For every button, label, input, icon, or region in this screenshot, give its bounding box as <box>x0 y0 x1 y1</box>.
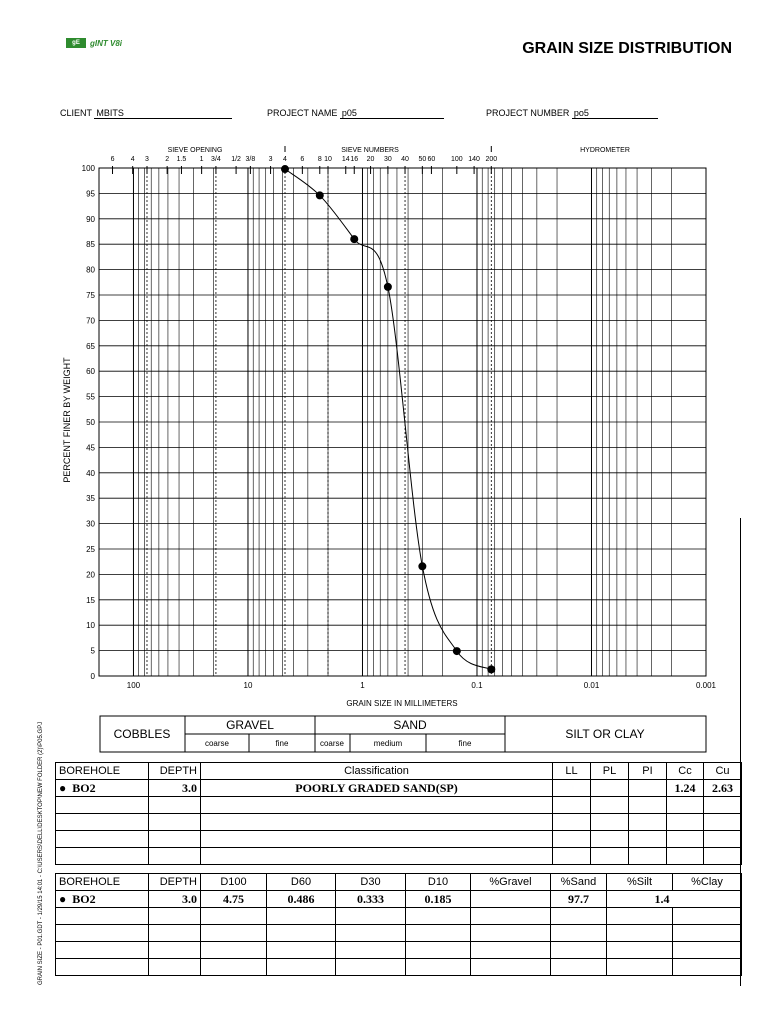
sieve-label: 1/2 <box>231 156 241 163</box>
sieve-label: 6 <box>110 156 115 163</box>
classification-band <box>100 716 706 752</box>
x-tick-label: 1 <box>360 681 365 690</box>
silt-clay-label: SILT OR CLAY <box>565 727 645 741</box>
sieve-label: 10 <box>324 156 332 163</box>
x-tick-labels <box>127 681 717 690</box>
sieve-label: 50 <box>418 156 427 163</box>
header-ll: LL <box>553 763 591 780</box>
project-name-label: PROJECT NAME <box>267 108 338 118</box>
y-axis-title: PERCENT FINER BY WEIGHT <box>62 357 72 483</box>
x-tick-label: 10 <box>243 681 253 690</box>
y-tick-label: 40 <box>86 468 95 478</box>
table-row <box>56 959 742 976</box>
table-row <box>56 780 742 797</box>
table-row <box>56 942 742 959</box>
borehole-value: BO2 <box>72 891 96 906</box>
data-point <box>316 191 324 199</box>
y-tick-label: 55 <box>86 392 95 402</box>
x-tick-label: 0.01 <box>583 681 600 690</box>
project-number-value: po5 <box>572 108 658 119</box>
sieve-label: 8 <box>317 156 322 163</box>
sieve-label: 16 <box>350 156 359 163</box>
borehole-cell <box>56 891 149 908</box>
header-gravel: %Gravel <box>471 874 551 891</box>
y-tick-label: 75 <box>86 291 95 300</box>
data-point <box>384 283 392 291</box>
file-path-text: GRAIN SIZE - P01.GDT - 1/29/15 14:01 - C:\USERS\DELL\DESKTOP\NEW FOLDER (2)\P05.GPJ <box>38 721 44 985</box>
sieve-label: 1.5 <box>176 156 187 163</box>
header-d10: D10 <box>406 874 471 891</box>
sieve-label: 3/4 <box>211 156 221 163</box>
gradation-table <box>55 873 742 976</box>
sieve-label: 30 <box>383 156 392 163</box>
data-point <box>418 562 426 570</box>
table-row <box>56 891 742 908</box>
sieve-label: 40 <box>401 156 409 163</box>
y-tick-label: 60 <box>86 367 95 377</box>
sand-cell: 97.7 <box>551 891 607 908</box>
y-tick-label: 95 <box>86 189 95 199</box>
sieve-numbers-title: SIEVE NUMBERS <box>341 147 399 154</box>
header-d100: D100 <box>201 874 267 891</box>
pl-cell <box>591 780 629 797</box>
top-axis <box>111 146 630 174</box>
data-point <box>453 647 461 655</box>
x-tick-label: 100 <box>126 681 141 690</box>
y-tick-label: 80 <box>86 265 95 275</box>
header-borehole: BOREHOLE <box>56 763 149 780</box>
header-depth: DEPTH <box>149 763 201 780</box>
header-depth: DEPTH <box>149 874 201 891</box>
data-point <box>350 235 358 243</box>
y-tick-label: 50 <box>86 418 95 427</box>
y-tick-label: 65 <box>86 341 95 351</box>
sieve-label: 140 <box>468 156 480 163</box>
report-title: GRAIN SIZE DISTRIBUTION <box>522 40 732 57</box>
project-number-label: PROJECT NUMBER <box>486 108 570 118</box>
table-row <box>56 797 742 814</box>
y-tick-label: 0 <box>90 672 95 681</box>
data-point <box>281 165 289 173</box>
sieve-label: 3 <box>145 156 149 163</box>
y-tick-label: 45 <box>86 443 95 453</box>
classification-cell: POORLY GRADED SAND(SP) <box>201 780 553 797</box>
sand-medium-label: medium <box>373 739 403 748</box>
sand-fine-label: fine <box>458 739 472 748</box>
header-classification: Classification <box>201 763 553 780</box>
depth-cell: 3.0 <box>149 891 201 908</box>
y-tick-label: 85 <box>86 240 95 250</box>
clay-cell <box>673 891 742 908</box>
sand-label: SAND <box>393 718 427 732</box>
data-point <box>487 665 495 673</box>
sand-coarse-label: coarse <box>319 739 345 748</box>
silt-clay-cell: 1.4 <box>607 891 673 908</box>
sieve-label: 14 <box>341 156 350 163</box>
table-row <box>56 925 742 942</box>
gravel-coarse-label: coarse <box>204 739 230 748</box>
sieve-label: 200 <box>485 156 498 163</box>
y-tick-label: 100 <box>81 164 95 173</box>
header-cc: Cc <box>667 763 704 780</box>
header-borehole: BOREHOLE <box>56 874 149 891</box>
gint-logo-icon: gE <box>66 38 86 48</box>
sieve-label: 3 <box>268 156 273 163</box>
d60-cell: 0.486 <box>267 891 336 908</box>
ll-cell <box>553 780 591 797</box>
sieve-label: 4 <box>130 156 135 163</box>
y-tick-labels <box>82 164 96 681</box>
table-row <box>56 814 742 831</box>
y-tick-label: 15 <box>86 595 95 605</box>
table-row <box>56 831 742 848</box>
client-value: MBITS <box>94 108 232 119</box>
header-pi: PI <box>629 763 667 780</box>
table1-header <box>56 763 742 780</box>
logo-text: gINT V8i <box>90 38 123 48</box>
header-d30: D30 <box>336 874 406 891</box>
sieve-opening-title: SIEVE OPENING <box>167 147 223 154</box>
gravel-fine-label: fine <box>275 739 289 748</box>
d10-cell: 0.185 <box>406 891 471 908</box>
y-tick-label: 30 <box>86 519 95 529</box>
y-tick-label: 35 <box>86 494 95 504</box>
y-tick-label: 10 <box>86 621 95 631</box>
chart-grid <box>99 168 706 676</box>
d100-cell: 4.75 <box>201 891 267 908</box>
x-axis-title: GRAIN SIZE IN MILLIMETERS <box>346 699 458 708</box>
hydrometer-title: HYDROMETER <box>580 147 630 154</box>
sieve-label: 60 <box>427 156 436 163</box>
table2-header <box>56 874 742 891</box>
header-silt: %Silt <box>607 874 673 891</box>
sieve-label: 1 <box>199 156 204 163</box>
client-label: CLIENT <box>60 108 92 118</box>
borehole-value: BO2 <box>72 780 96 795</box>
y-tick-label: 90 <box>86 214 95 224</box>
cobbles-label: COBBLES <box>113 727 171 741</box>
sieve-label: 6 <box>300 156 305 163</box>
gravel-cell <box>471 891 551 908</box>
table-row <box>56 848 742 865</box>
pi-cell <box>629 780 667 797</box>
sieve-label: 3/8 <box>245 156 256 163</box>
project-name-value: p05 <box>340 108 444 119</box>
classification-table <box>55 762 742 865</box>
table-row <box>56 908 742 925</box>
depth-cell: 3.0 <box>149 780 201 797</box>
header-sand: %Sand <box>551 874 607 891</box>
sieve-label: 4 <box>283 156 287 163</box>
y-tick-label: 70 <box>86 316 95 326</box>
bullet-icon: ● <box>59 780 67 795</box>
y-tick-label: 25 <box>86 545 95 554</box>
y-tick-label: 5 <box>90 646 95 656</box>
header-pl: PL <box>591 763 629 780</box>
sieve-label: 2 <box>165 156 170 163</box>
y-tick-label: 20 <box>86 570 95 580</box>
bullet-icon: ● <box>59 891 67 906</box>
header-clay: %Clay <box>673 874 742 891</box>
x-tick-label: 0.001 <box>695 681 717 690</box>
header-d60: D60 <box>267 874 336 891</box>
borehole-cell <box>56 780 149 797</box>
x-tick-label: 0.1 <box>471 681 483 690</box>
gravel-label: GRAVEL <box>226 718 274 732</box>
cc-cell: 1.24 <box>667 780 704 797</box>
header-cu: Cu <box>704 763 742 780</box>
d30-cell: 0.333 <box>336 891 406 908</box>
cu-cell: 2.63 <box>704 780 742 797</box>
sieve-label: 20 <box>366 156 375 163</box>
sieve-label: 100 <box>450 156 463 163</box>
